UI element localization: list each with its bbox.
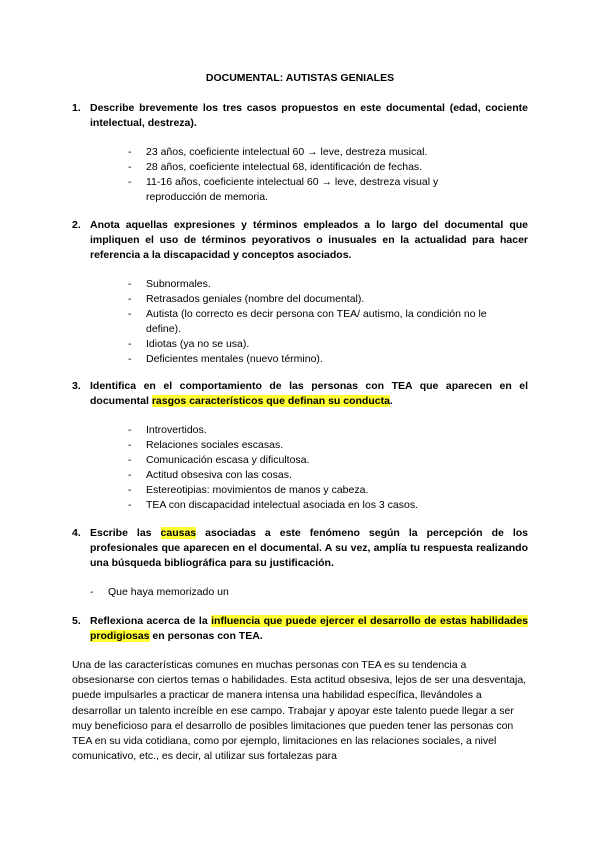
question-text-end: . xyxy=(389,395,393,407)
answer-paragraph: Una de las características comunes en muchas personas con TEA es su tendencia a obsesionarse con ciertos temas o habilidades. Esta actitud obsesiva, lejos de ser una desventaja, puede impulsarles a practicar de manera intensa una habilidad específica, llevándoles a desarrollar un talento increíble en ese campo. Trabajar y apoyar este talento puede llegar a ser muy beneficioso para el desarrollo de posibles limitaciones que pueden tener las personas con TEA en su vida cotidiana, como por ejemplo, limitaciones en las relaciones sociales, a nivel comunicativo, etc., es decir, al utilizar sus fortalezas para xyxy=(72,659,527,763)
highlighted-text: causas xyxy=(160,527,197,539)
question-text: Escribe las xyxy=(90,527,161,539)
list-item: - Que haya memorizado un xyxy=(90,585,500,600)
question-text: Describe brevemente los tres casos propuestos en este documental (edad, cociente intelectual, destreza). xyxy=(90,102,528,129)
list-item: - 23 años, coeficiente intelectual 60 → leve, destreza musical. xyxy=(128,145,500,160)
question-number: 4. xyxy=(72,527,81,539)
question-4 xyxy=(72,526,528,571)
list-item: - Subnormales. xyxy=(128,277,500,292)
question-4-answers xyxy=(90,585,500,600)
list-item: - Actitud obsesiva con las cosas. xyxy=(128,468,500,483)
question-number: 5. xyxy=(72,615,81,627)
document-title: DOCUMENTAL: AUTISTAS GENIALES xyxy=(205,72,395,84)
question-text-end: asociadas a este fenómeno según la percepción de los profesionales que aparecen en el documental. A su vez, amplía tu respuesta realizando una búsqueda bibliográfica para su justificación. xyxy=(90,527,528,569)
list-item: - 11-16 años, coeficiente intelectual 60 → leve, destreza visual y reproducción de memoria. xyxy=(128,175,500,205)
list-item: - Retrasados geniales (nombre del documental). xyxy=(128,292,500,307)
question-number: 2. xyxy=(72,219,81,231)
list-item: - TEA con discapacidad intelectual asociada en los 3 casos. xyxy=(128,498,500,513)
question-3-answers xyxy=(128,423,500,513)
highlighted-text: influencia que puede ejercer el desarrollo de estas habilidades prodigiosas xyxy=(90,615,528,642)
question-number: 1. xyxy=(72,102,81,114)
question-text: Identifica en el comportamiento de las personas con TEA que aparecen en el documental xyxy=(90,380,528,407)
list-item: - Autista (lo correcto es decir persona con TEA/ autismo, la condición no le define). xyxy=(128,307,500,337)
list-item: - Introvertidos. xyxy=(128,423,500,438)
question-text: Anota aquellas expresiones y términos empleados a lo largo del documental que impliquen el uso de términos peyorativos o inusuales en la actualidad para hacer referencia a la discapacidad y conceptos asociados. xyxy=(90,219,528,261)
question-text-end: en personas con TEA. xyxy=(149,630,263,642)
list-item: - Deficientes mentales (nuevo término). xyxy=(128,352,500,367)
question-2 xyxy=(72,218,528,263)
highlighted-text: rasgos característicos que definan su conducta xyxy=(151,395,390,407)
question-text: Reflexiona acerca de la xyxy=(90,615,212,627)
question-3 xyxy=(72,379,528,409)
question-number: 3. xyxy=(72,380,81,392)
list-item: - Relaciones sociales escasas. xyxy=(128,438,500,453)
list-item: - Comunicación escasa y dificultosa. xyxy=(128,453,500,468)
question-1 xyxy=(72,101,528,131)
question-1-answers xyxy=(128,145,500,205)
list-item: - Idiotas (ya no se usa). xyxy=(128,337,500,352)
list-item: - 28 años, coeficiente intelectual 68, identificación de fechas. xyxy=(128,160,500,175)
question-2-answers xyxy=(128,277,500,367)
list-item: - Estereotipias: movimientos de manos y cabeza. xyxy=(128,483,500,498)
question-5 xyxy=(72,614,528,644)
